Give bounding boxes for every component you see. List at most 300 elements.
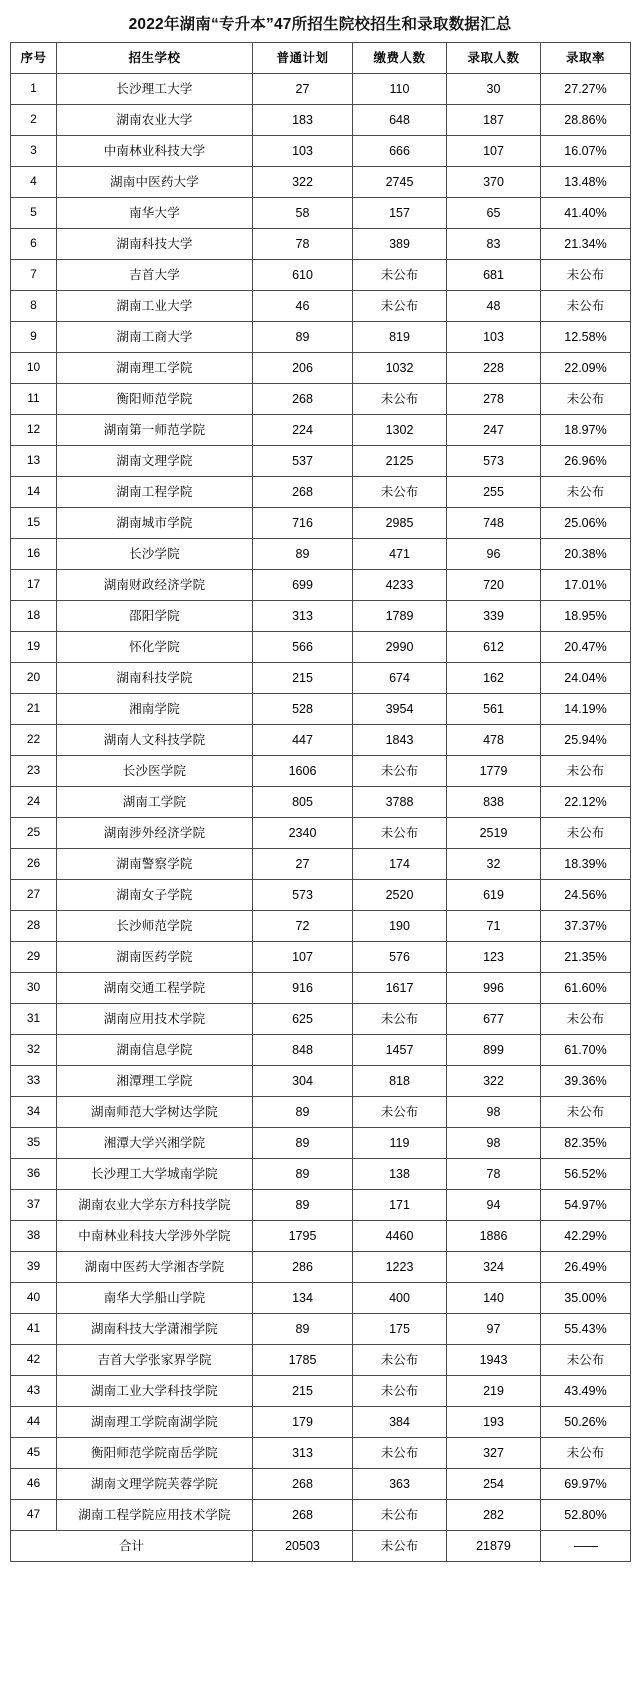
row-school: 湖南女子学院 [57, 880, 253, 911]
table-row [11, 1283, 631, 1314]
row-admitted: 677 [447, 1004, 541, 1035]
row-rate: 未公布 [541, 756, 631, 787]
table-row [11, 601, 631, 632]
table-row [11, 632, 631, 663]
row-paid: 未公布 [353, 1004, 447, 1035]
row-admitted: 97 [447, 1314, 541, 1345]
row-index: 33 [11, 1066, 57, 1097]
row-school: 湖南第一师范学院 [57, 415, 253, 446]
row-index: 44 [11, 1407, 57, 1438]
table-row [11, 322, 631, 353]
row-plan: 805 [253, 787, 353, 818]
row-school: 中南林业科技大学涉外学院 [57, 1221, 253, 1252]
row-paid: 138 [353, 1159, 447, 1190]
row-index: 6 [11, 229, 57, 260]
row-admitted: 30 [447, 74, 541, 105]
row-paid: 157 [353, 198, 447, 229]
row-plan: 268 [253, 477, 353, 508]
row-rate: 61.70% [541, 1035, 631, 1066]
row-paid: 1223 [353, 1252, 447, 1283]
row-index: 18 [11, 601, 57, 632]
row-index: 13 [11, 446, 57, 477]
row-plan: 183 [253, 105, 353, 136]
row-admitted: 1779 [447, 756, 541, 787]
table-row [11, 1345, 631, 1376]
row-rate: 26.49% [541, 1252, 631, 1283]
row-rate: 未公布 [541, 260, 631, 291]
row-index: 15 [11, 508, 57, 539]
row-school: 南华大学 [57, 198, 253, 229]
row-index: 17 [11, 570, 57, 601]
row-paid: 171 [353, 1190, 447, 1221]
row-paid: 2985 [353, 508, 447, 539]
row-plan: 46 [253, 291, 353, 322]
row-rate: 54.97% [541, 1190, 631, 1221]
row-plan: 89 [253, 1097, 353, 1128]
row-school: 湖南人文科技学院 [57, 725, 253, 756]
row-paid: 2125 [353, 446, 447, 477]
row-school: 中南林业科技大学 [57, 136, 253, 167]
row-rate: 18.95% [541, 601, 631, 632]
row-admitted: 996 [447, 973, 541, 1004]
row-plan: 286 [253, 1252, 353, 1283]
row-index: 14 [11, 477, 57, 508]
table-row [11, 384, 631, 415]
row-plan: 537 [253, 446, 353, 477]
row-plan: 848 [253, 1035, 353, 1066]
row-rate: 61.60% [541, 973, 631, 1004]
table-body [11, 74, 631, 1531]
row-plan: 89 [253, 1190, 353, 1221]
row-admitted: 94 [447, 1190, 541, 1221]
row-paid: 576 [353, 942, 447, 973]
table-row [11, 1407, 631, 1438]
row-paid: 819 [353, 322, 447, 353]
row-index: 41 [11, 1314, 57, 1345]
table-row [11, 1438, 631, 1469]
table-row [11, 415, 631, 446]
row-school: 吉首大学 [57, 260, 253, 291]
row-admitted: 748 [447, 508, 541, 539]
row-admitted: 96 [447, 539, 541, 570]
row-index: 46 [11, 1469, 57, 1500]
row-plan: 573 [253, 880, 353, 911]
row-paid: 389 [353, 229, 447, 260]
table-row [11, 539, 631, 570]
row-paid: 666 [353, 136, 447, 167]
row-admitted: 103 [447, 322, 541, 353]
row-rate: 56.52% [541, 1159, 631, 1190]
row-paid: 未公布 [353, 1097, 447, 1128]
row-plan: 528 [253, 694, 353, 725]
row-paid: 未公布 [353, 818, 447, 849]
row-index: 42 [11, 1345, 57, 1376]
row-rate: 未公布 [541, 818, 631, 849]
row-paid: 未公布 [353, 1345, 447, 1376]
row-school: 衡阳师范学院南岳学院 [57, 1438, 253, 1469]
row-school: 湖南工业大学 [57, 291, 253, 322]
row-paid: 648 [353, 105, 447, 136]
row-plan: 103 [253, 136, 353, 167]
table-row [11, 1314, 631, 1345]
row-admitted: 1886 [447, 1221, 541, 1252]
row-index: 9 [11, 322, 57, 353]
table-row [11, 167, 631, 198]
row-admitted: 1943 [447, 1345, 541, 1376]
row-plan: 447 [253, 725, 353, 756]
total-plan: 20503 [253, 1531, 353, 1562]
row-paid: 3954 [353, 694, 447, 725]
row-plan: 89 [253, 1314, 353, 1345]
row-rate: 27.27% [541, 74, 631, 105]
row-index: 38 [11, 1221, 57, 1252]
row-index: 1 [11, 74, 57, 105]
row-admitted: 187 [447, 105, 541, 136]
row-school: 南华大学船山学院 [57, 1283, 253, 1314]
row-rate: 未公布 [541, 1097, 631, 1128]
table-row [11, 1035, 631, 1066]
row-index: 37 [11, 1190, 57, 1221]
row-plan: 224 [253, 415, 353, 446]
table-row [11, 105, 631, 136]
row-school: 湖南工商大学 [57, 322, 253, 353]
table-row [11, 1252, 631, 1283]
page-title: 2022年湖南“专升本”47所招生院校招生和录取数据汇总 [128, 16, 512, 33]
table-row [11, 1097, 631, 1128]
row-school: 湖南应用技术学院 [57, 1004, 253, 1035]
row-rate: 25.94% [541, 725, 631, 756]
row-plan: 89 [253, 1128, 353, 1159]
row-admitted: 162 [447, 663, 541, 694]
row-index: 19 [11, 632, 57, 663]
table-row [11, 291, 631, 322]
row-school: 湖南科技学院 [57, 663, 253, 694]
total-paid: 未公布 [353, 1531, 447, 1562]
row-paid: 119 [353, 1128, 447, 1159]
row-school: 湖南财政经济学院 [57, 570, 253, 601]
admissions-table [10, 42, 631, 1562]
table-row [11, 1190, 631, 1221]
row-plan: 27 [253, 849, 353, 880]
row-index: 7 [11, 260, 57, 291]
row-plan: 27 [253, 74, 353, 105]
row-index: 43 [11, 1376, 57, 1407]
row-rate: 24.04% [541, 663, 631, 694]
row-rate: 13.48% [541, 167, 631, 198]
table-row [11, 818, 631, 849]
row-admitted: 123 [447, 942, 541, 973]
row-plan: 134 [253, 1283, 353, 1314]
row-rate: 未公布 [541, 384, 631, 415]
row-admitted: 612 [447, 632, 541, 663]
row-plan: 566 [253, 632, 353, 663]
row-admitted: 193 [447, 1407, 541, 1438]
row-rate: 14.19% [541, 694, 631, 725]
row-school: 怀化学院 [57, 632, 253, 663]
row-admitted: 899 [447, 1035, 541, 1066]
table-row [11, 446, 631, 477]
row-admitted: 838 [447, 787, 541, 818]
row-school: 湘潭大学兴湘学院 [57, 1128, 253, 1159]
row-index: 28 [11, 911, 57, 942]
row-plan: 268 [253, 384, 353, 415]
row-plan: 58 [253, 198, 353, 229]
table-row [11, 198, 631, 229]
row-paid: 400 [353, 1283, 447, 1314]
row-admitted: 681 [447, 260, 541, 291]
row-paid: 未公布 [353, 384, 447, 415]
row-rate: 25.06% [541, 508, 631, 539]
row-index: 25 [11, 818, 57, 849]
row-school: 湖南医药学院 [57, 942, 253, 973]
table-row [11, 911, 631, 942]
row-rate: 18.39% [541, 849, 631, 880]
row-school: 湖南工学院 [57, 787, 253, 818]
table-row [11, 1159, 631, 1190]
row-paid: 未公布 [353, 1376, 447, 1407]
table-row [11, 1376, 631, 1407]
row-paid: 1789 [353, 601, 447, 632]
row-school: 衡阳师范学院 [57, 384, 253, 415]
row-school: 湖南信息学院 [57, 1035, 253, 1066]
row-rate: 12.58% [541, 322, 631, 353]
row-index: 2 [11, 105, 57, 136]
row-plan: 1795 [253, 1221, 353, 1252]
row-admitted: 255 [447, 477, 541, 508]
table-row [11, 787, 631, 818]
row-paid: 未公布 [353, 1500, 447, 1531]
row-rate: 20.47% [541, 632, 631, 663]
row-plan: 916 [253, 973, 353, 1004]
row-index: 34 [11, 1097, 57, 1128]
row-rate: 22.12% [541, 787, 631, 818]
row-rate: 37.37% [541, 911, 631, 942]
row-admitted: 322 [447, 1066, 541, 1097]
row-admitted: 98 [447, 1128, 541, 1159]
row-school: 湖南工业大学科技学院 [57, 1376, 253, 1407]
row-rate: 22.09% [541, 353, 631, 384]
row-index: 20 [11, 663, 57, 694]
row-admitted: 478 [447, 725, 541, 756]
row-admitted: 561 [447, 694, 541, 725]
row-school: 湖南科技大学潇湘学院 [57, 1314, 253, 1345]
row-index: 5 [11, 198, 57, 229]
row-rate: 39.36% [541, 1066, 631, 1097]
row-plan: 89 [253, 1159, 353, 1190]
row-paid: 未公布 [353, 260, 447, 291]
row-admitted: 254 [447, 1469, 541, 1500]
row-rate: 50.26% [541, 1407, 631, 1438]
row-paid: 1032 [353, 353, 447, 384]
column-header-paid: 缴费人数 [353, 43, 447, 74]
row-rate: 未公布 [541, 291, 631, 322]
row-paid: 1617 [353, 973, 447, 1004]
row-paid: 3788 [353, 787, 447, 818]
row-school: 湖南农业大学东方科技学院 [57, 1190, 253, 1221]
table-row [11, 260, 631, 291]
row-rate: 未公布 [541, 1345, 631, 1376]
row-plan: 268 [253, 1469, 353, 1500]
row-paid: 674 [353, 663, 447, 694]
row-school: 吉首大学张家界学院 [57, 1345, 253, 1376]
table-row [11, 694, 631, 725]
row-plan: 2340 [253, 818, 353, 849]
table-row [11, 725, 631, 756]
row-school: 湖南工程学院应用技术学院 [57, 1500, 253, 1531]
row-paid: 174 [353, 849, 447, 880]
total-rate: —— [541, 1531, 631, 1562]
row-index: 23 [11, 756, 57, 787]
row-paid: 818 [353, 1066, 447, 1097]
row-plan: 179 [253, 1407, 353, 1438]
row-school: 湘潭理工学院 [57, 1066, 253, 1097]
row-admitted: 48 [447, 291, 541, 322]
row-plan: 304 [253, 1066, 353, 1097]
row-plan: 89 [253, 322, 353, 353]
row-plan: 215 [253, 1376, 353, 1407]
row-plan: 72 [253, 911, 353, 942]
row-index: 8 [11, 291, 57, 322]
row-rate: 52.80% [541, 1500, 631, 1531]
row-admitted: 573 [447, 446, 541, 477]
row-paid: 2520 [353, 880, 447, 911]
row-admitted: 720 [447, 570, 541, 601]
row-admitted: 65 [447, 198, 541, 229]
row-index: 47 [11, 1500, 57, 1531]
table-total-row [11, 1531, 631, 1562]
table-row [11, 663, 631, 694]
column-header-rate: 录取率 [541, 43, 631, 74]
row-admitted: 247 [447, 415, 541, 446]
table-row [11, 1004, 631, 1035]
column-header-index: 序号 [11, 43, 57, 74]
row-school: 湖南涉外经济学院 [57, 818, 253, 849]
row-admitted: 370 [447, 167, 541, 198]
row-admitted: 278 [447, 384, 541, 415]
table-row [11, 353, 631, 384]
row-paid: 190 [353, 911, 447, 942]
row-paid: 2990 [353, 632, 447, 663]
row-school: 湖南警察学院 [57, 849, 253, 880]
row-rate: 17.01% [541, 570, 631, 601]
table-row [11, 229, 631, 260]
row-rate: 24.56% [541, 880, 631, 911]
row-rate: 20.38% [541, 539, 631, 570]
row-rate: 未公布 [541, 1438, 631, 1469]
row-index: 35 [11, 1128, 57, 1159]
table-row [11, 880, 631, 911]
table-row [11, 477, 631, 508]
row-school: 湖南文理学院 [57, 446, 253, 477]
table-row [11, 570, 631, 601]
row-rate: 42.29% [541, 1221, 631, 1252]
row-plan: 215 [253, 663, 353, 694]
row-admitted: 339 [447, 601, 541, 632]
row-rate: 41.40% [541, 198, 631, 229]
row-school: 长沙理工大学 [57, 74, 253, 105]
row-index: 45 [11, 1438, 57, 1469]
row-school: 长沙师范学院 [57, 911, 253, 942]
row-index: 11 [11, 384, 57, 415]
row-paid: 1302 [353, 415, 447, 446]
row-school: 湖南师范大学树达学院 [57, 1097, 253, 1128]
row-paid: 未公布 [353, 477, 447, 508]
row-admitted: 324 [447, 1252, 541, 1283]
row-plan: 313 [253, 1438, 353, 1469]
row-paid: 363 [353, 1469, 447, 1500]
row-admitted: 327 [447, 1438, 541, 1469]
row-paid: 4460 [353, 1221, 447, 1252]
row-index: 30 [11, 973, 57, 1004]
row-plan: 107 [253, 942, 353, 973]
total-admitted: 21879 [447, 1531, 541, 1562]
row-school: 邵阳学院 [57, 601, 253, 632]
row-school: 湖南城市学院 [57, 508, 253, 539]
row-plan: 268 [253, 1500, 353, 1531]
row-plan: 206 [253, 353, 353, 384]
row-plan: 625 [253, 1004, 353, 1035]
row-admitted: 83 [447, 229, 541, 260]
row-rate: 16.07% [541, 136, 631, 167]
table-row [11, 74, 631, 105]
row-index: 32 [11, 1035, 57, 1066]
table-row [11, 1128, 631, 1159]
table-row [11, 1221, 631, 1252]
row-admitted: 282 [447, 1500, 541, 1531]
row-admitted: 98 [447, 1097, 541, 1128]
row-rate: 43.49% [541, 1376, 631, 1407]
row-index: 29 [11, 942, 57, 973]
row-index: 10 [11, 353, 57, 384]
row-admitted: 78 [447, 1159, 541, 1190]
table-row [11, 1500, 631, 1531]
row-school: 湖南交通工程学院 [57, 973, 253, 1004]
row-index: 39 [11, 1252, 57, 1283]
row-school: 湖南理工学院 [57, 353, 253, 384]
row-school: 湖南农业大学 [57, 105, 253, 136]
row-index: 36 [11, 1159, 57, 1190]
row-index: 31 [11, 1004, 57, 1035]
table-row [11, 136, 631, 167]
column-header-school: 招生学校 [57, 43, 253, 74]
row-rate: 18.97% [541, 415, 631, 446]
row-index: 27 [11, 880, 57, 911]
table-row [11, 508, 631, 539]
row-paid: 未公布 [353, 1438, 447, 1469]
row-rate: 55.43% [541, 1314, 631, 1345]
table-row [11, 973, 631, 1004]
row-admitted: 619 [447, 880, 541, 911]
row-admitted: 140 [447, 1283, 541, 1314]
row-paid: 110 [353, 74, 447, 105]
row-admitted: 107 [447, 136, 541, 167]
row-index: 22 [11, 725, 57, 756]
row-paid: 2745 [353, 167, 447, 198]
row-rate: 26.96% [541, 446, 631, 477]
table-header-row [11, 43, 631, 74]
row-index: 21 [11, 694, 57, 725]
row-admitted: 71 [447, 911, 541, 942]
row-paid: 未公布 [353, 291, 447, 322]
row-school: 长沙医学院 [57, 756, 253, 787]
row-index: 12 [11, 415, 57, 446]
row-rate: 35.00% [541, 1283, 631, 1314]
row-school: 湘南学院 [57, 694, 253, 725]
row-school: 湖南工程学院 [57, 477, 253, 508]
row-school: 湖南科技大学 [57, 229, 253, 260]
row-rate: 21.34% [541, 229, 631, 260]
table-row [11, 942, 631, 973]
